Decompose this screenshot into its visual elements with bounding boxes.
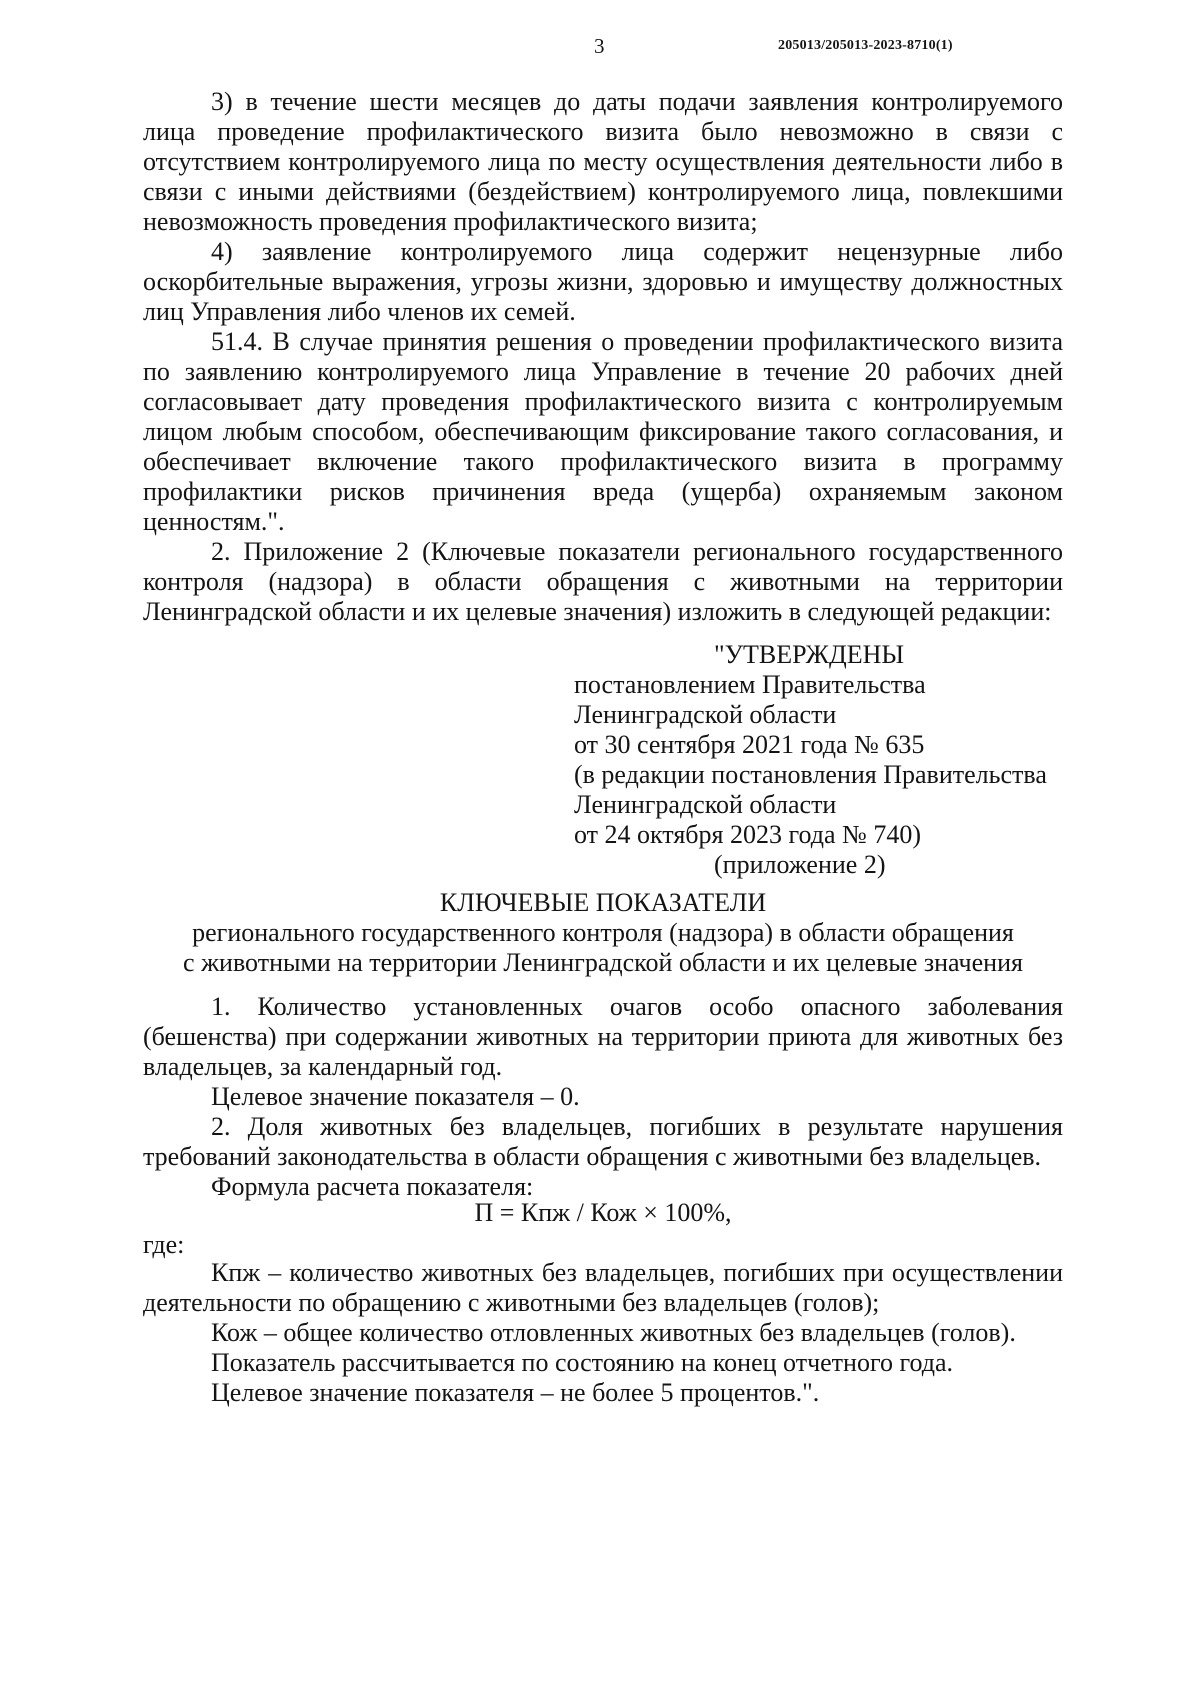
document-code: 205013/205013-2023-8710(1) <box>778 38 953 53</box>
indicator-1: 1. Количество установленных очагов особо опасного заболевания (бешенства) при содержании животных на территории приюта для животных без владельцев, за календарный год. <box>143 992 1063 1081</box>
paragraph-amendment-2: 2. Приложение 2 (Ключевые показатели регионального государственного контроля (надзора) в области обращения с животными на территории Ленинградской области и их целевые значения) изложить в следующей редакции: <box>143 537 1063 626</box>
section-title <box>143 888 1063 978</box>
page-number: 3 <box>594 34 605 58</box>
calculation-note: Показатель рассчитывается по состоянию на конец отчетного года. <box>211 1348 954 1377</box>
legend-kpzh: Кпж – количество животных без владельцев, погибших при осуществлении деятельности по обращению с животными без владельцев (голов); <box>143 1258 1063 1317</box>
approval-heading: "УТВЕРЖДЕНЫ <box>714 640 905 669</box>
approval-line: Ленинградской области <box>574 700 837 729</box>
legend-kozh: Кож – общее количество отловленных животных без владельцев (голов). <box>211 1318 1016 1347</box>
paragraph-item-3: 3) в течение шести месяцев до даты подачи заявления контролируемого лица проведение профилактического визита было невозможно в связи с отсутствием контролируемого лица по месту осуществления деятельности либо в связи с иными действиями (бездействием) контролируемого лица, повлекшими невозможность проведения профилактического визита; <box>143 87 1063 236</box>
formula: П = Кпж / Кож × 100%, <box>474 1198 732 1227</box>
approval-line: Ленинградской области <box>574 790 837 819</box>
approval-line: (в редакции постановления Правительства <box>574 760 1047 789</box>
indicator-2-target: Целевое значение показателя – не более 5 процентов.". <box>211 1378 820 1407</box>
formula-where: где: <box>143 1230 185 1259</box>
approval-line: (приложение 2) <box>714 850 886 879</box>
section-heading: КЛЮЧЕВЫЕ ПОКАЗАТЕЛИ <box>439 888 767 917</box>
section-subtitle: регионального государственного контроля (надзора) в области обращения <box>192 918 1014 947</box>
formula-label: Формула расчета показателя: <box>211 1172 534 1201</box>
formula-legend <box>143 1258 1063 1408</box>
section-subtitle: с животными на территории Ленинградской области и их целевые значения <box>183 948 1023 977</box>
indicators-text <box>143 992 1063 1202</box>
approval-block <box>574 640 1074 880</box>
body-text-top <box>143 87 1063 627</box>
paragraph-item-4: 4) заявление контролируемого лица содержит нецензурные либо оскорбительные выражения, угрозы жизни, здоровью и имуществу должностных лиц Управления либо членов их семей. <box>143 237 1063 326</box>
paragraph-51-4: 51.4. В случае принятия решения о проведении профилактического визита по заявлению контролируемого лица Управление в течение 20 рабочих дней согласовывает дату проведения профилактического визита с контролируемым лицом любым способом, обеспечивающим фиксирование такого согласования, и обеспечивает включение такого профилактического визита в программу профилактики рисков причинения вреда (ущерба) охраняемым законом ценностям.". <box>143 327 1063 536</box>
approval-line: от 24 октября 2023 года № 740) <box>574 820 921 849</box>
indicator-2: 2. Доля животных без владельцев, погибших в результате нарушения требований законодательства в области обращения с животными без владельцев. <box>143 1112 1063 1171</box>
approval-line: постановлением Правительства <box>574 670 926 699</box>
approval-line: от 30 сентября 2021 года № 635 <box>574 730 925 759</box>
indicator-1-target: Целевое значение показателя – 0. <box>211 1082 580 1111</box>
